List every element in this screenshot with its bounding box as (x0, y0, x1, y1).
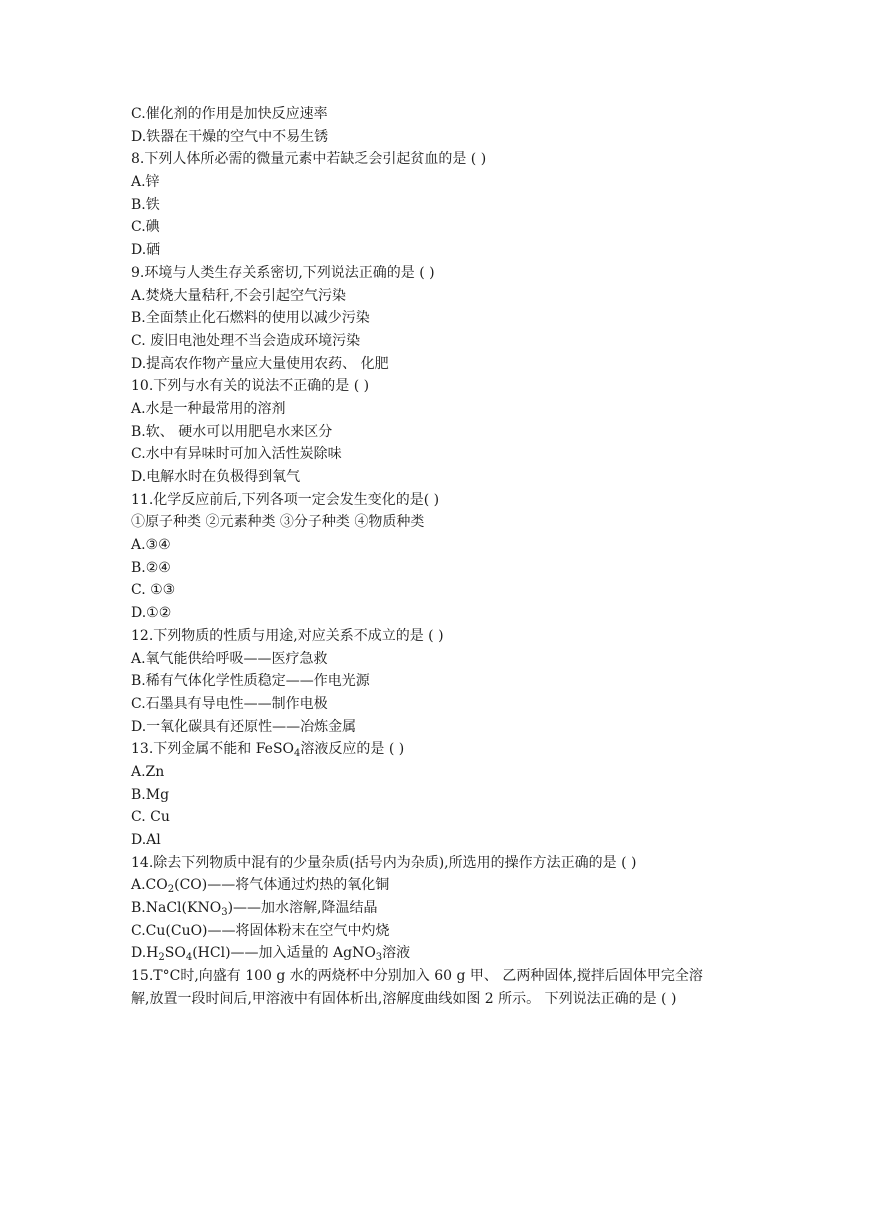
exam-page (131, 103, 751, 1011)
q14b-p1: B.NaCl(KNO (131, 900, 222, 917)
question-15-stem-line-1: 15.T°C时,向盛有 100 g 水的两烧杯中分别加入 60 g 甲、 乙两种固体,搅拌后固体甲完全溶 (131, 968, 703, 985)
question-stem: 9.环境与人类生存关系密切,下列说法正确的是 ( ) (131, 264, 435, 281)
option-line: C.Cu(CuO)——将固体粉末在空气中灼烧 (131, 922, 390, 939)
option-line: D.一氧化碳具有还原性——冶炼金属 (131, 718, 357, 735)
option-line: B.软、 硬水可以用肥皂水来区分 (131, 423, 333, 440)
question-lines (131, 103, 751, 738)
option-line: B.②④ (131, 559, 171, 576)
option-line: D.铁器在干燥的空气中不易生锈 (131, 128, 329, 145)
option-line: A.焚烧大量秸秆,不会引起空气污染 (131, 287, 347, 304)
q14a-s1: 2 (167, 884, 175, 896)
option-line: A.水是一种最常用的溶剂 (131, 400, 286, 417)
q14a-p2: (CO)——将气体通过灼热的氧化铜 (174, 877, 390, 894)
question-stem: 10.下列与水有关的说法不正确的是 ( ) (131, 378, 370, 395)
option-line: C.碘 (131, 219, 160, 236)
question-stem: 12.下列物质的性质与用途,对应关系不成立的是 ( ) (131, 627, 444, 644)
option-line: A.Zn (131, 763, 165, 780)
option-line: C. Cu (131, 809, 170, 826)
option-line: A.锌 (131, 174, 160, 191)
q14d-p3: (HCl)——加入适量的 AgNO (192, 945, 376, 962)
option-line: A.氧气能供给呼吸——医疗急救 (131, 650, 328, 667)
option-line: D.①② (131, 605, 172, 622)
option-line: D.提高农作物产量应大量使用农药、 化肥 (131, 355, 389, 372)
q14a-p1: A.CO (131, 877, 168, 894)
question-15-stem-line-2: 解,放置一段时间后,甲溶液中有固体析出,溶解度曲线如图 2 所示。 下列说法正确的是 ( ) (131, 990, 677, 1007)
option-line: D.硒 (131, 242, 161, 259)
option-line: B.全面禁止化石燃料的使用以减少污染 (131, 310, 370, 327)
option-line: C. ①③ (131, 582, 176, 599)
q14d-p4: 溶液 (382, 945, 411, 962)
q14d-s2: 4 (185, 952, 193, 964)
option-line (131, 874, 751, 897)
option-line (131, 942, 751, 965)
q13-sub: 4 (294, 748, 301, 760)
option-line: D.Al (131, 832, 161, 848)
q14d-s1: 2 (158, 952, 165, 964)
option-line (131, 897, 751, 920)
option-line: A.③④ (131, 537, 171, 554)
option-line: C.石墨具有导电性——制作电极 (131, 695, 328, 712)
q14d-p1: D.H (131, 945, 159, 962)
q14b-p2: )——加水溶解,降温结晶 (227, 900, 378, 917)
option-line: C.催化剂的作用是加快反应速率 (131, 106, 328, 122)
question-stem: 8.下列人体所必需的微量元素中若缺乏会引起贫血的是 ( ) (131, 151, 487, 168)
q14b-s1: 3 (221, 907, 228, 919)
option-line: B.铁 (131, 196, 160, 213)
option-line: B.Mg (131, 786, 170, 803)
option-line: C.水中有异味时可加入活性炭除味 (131, 446, 342, 463)
item-list: ①原子种类 ②元素种类 ③分子种类 ④物质种类 (131, 514, 425, 531)
option-line: B.稀有气体化学性质稳定——作电光源 (131, 673, 370, 690)
q13-prefix: 13.下列金属不能和 FeSO (131, 741, 295, 758)
question-stem: 11.化学反应前后,下列各项一定会发生变化的是( ) (131, 491, 440, 508)
question-14-stem: 14.除去下列物质中混有的少量杂质(括号内为杂质),所选用的操作方法正确的是 ( ) (131, 854, 637, 871)
question-13-stem (131, 738, 751, 761)
q13-suffix: 溶液反应的是 ( ) (300, 741, 405, 758)
q14d-p2: SO (164, 945, 186, 962)
q14d-s3: 3 (375, 952, 383, 964)
option-line: C. 废旧电池处理不当会造成环境污染 (131, 332, 361, 349)
option-line: D.电解水时在负极得到氧气 (131, 469, 301, 485)
